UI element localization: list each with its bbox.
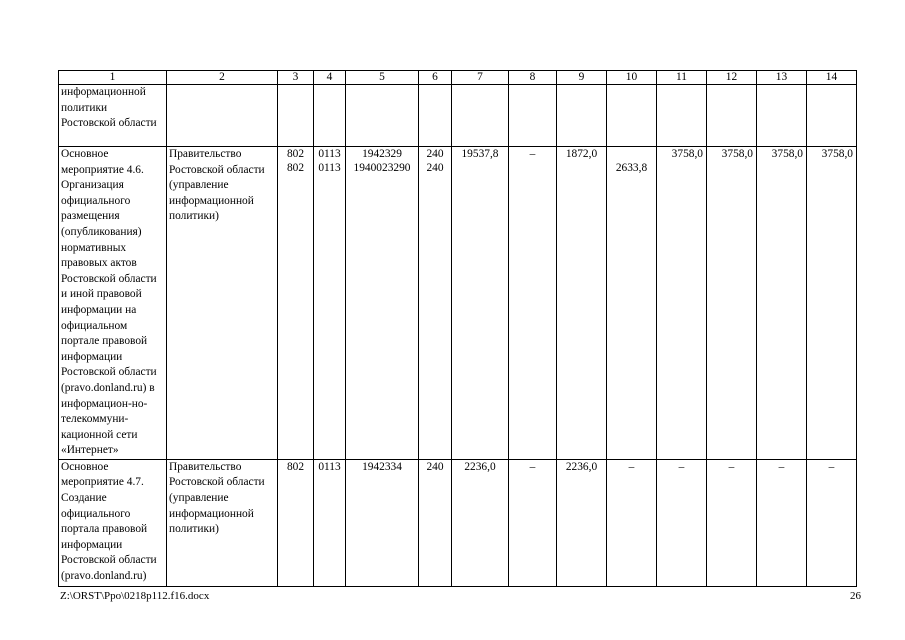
value: – — [529, 148, 536, 160]
target-code: 1942329 — [362, 148, 402, 160]
value: – — [728, 460, 735, 473]
empty-cell — [419, 85, 452, 147]
value-cell — [509, 459, 557, 586]
value: 3758,0 — [671, 148, 703, 160]
measure-name-cell: Основное мероприятие 4.6. Организация официального размещения (опубликования) нормативных правовых актов Ростовской области и иной правовой информации на официальном портале правовой информации Ростовской области (pravo.donland.ru) в информацион-но-телекоммуни-кационной сети «Интернет» — [59, 147, 167, 460]
value: 2236,0 — [565, 460, 598, 473]
value-cell — [807, 147, 857, 460]
value: 1872,0 — [565, 148, 598, 160]
section-code: 0113 — [318, 148, 341, 160]
empty-cell — [807, 85, 857, 147]
empty-cell — [657, 85, 707, 147]
value: – — [678, 460, 685, 473]
ministry-code: 802 — [286, 460, 305, 473]
value: 19537,8 — [461, 148, 499, 160]
value: – — [529, 460, 536, 473]
value: 3758,0 — [821, 148, 853, 160]
value: 2633,8 — [615, 162, 648, 174]
header-cell: 14 — [807, 71, 857, 85]
value-cell — [657, 147, 707, 460]
empty-cell — [314, 85, 346, 147]
section-code: 0113 — [318, 460, 341, 473]
ministry-code: 802 — [286, 148, 305, 160]
header-cell: 11 — [657, 71, 707, 85]
ministry-code-cell — [278, 459, 314, 586]
value: – — [628, 460, 635, 473]
section-code: 0113 — [318, 162, 341, 174]
value-cell — [557, 147, 607, 460]
value-cell — [707, 147, 757, 460]
empty-cell — [167, 85, 278, 147]
executor-cell: Правительство Ростовской области (управление информационной политики) — [167, 147, 278, 460]
section-code-cell — [314, 459, 346, 586]
empty-cell — [607, 85, 657, 147]
header-row — [59, 71, 857, 85]
value-cell — [452, 147, 509, 460]
value: 2236,0 — [464, 460, 496, 473]
ministry-code: 802 — [286, 162, 305, 174]
header-cell: 13 — [757, 71, 807, 85]
expense-type: 240 — [426, 162, 444, 174]
section-code-cell — [314, 147, 346, 460]
table-row — [59, 459, 857, 586]
value-cell — [657, 459, 707, 586]
page-number: 26 — [850, 590, 861, 602]
empty-cell — [557, 85, 607, 147]
value: – — [778, 460, 785, 473]
value-cell — [557, 459, 607, 586]
header-cell: 5 — [346, 71, 419, 85]
value-cell — [607, 459, 657, 586]
empty-cell — [757, 85, 807, 147]
header-cell: 7 — [452, 71, 509, 85]
expense-type-cell — [419, 147, 452, 460]
header-cell: 9 — [557, 71, 607, 85]
header-cell: 3 — [278, 71, 314, 85]
empty-cell — [452, 85, 509, 147]
header-cell: 6 — [419, 71, 452, 85]
header-cell: 8 — [509, 71, 557, 85]
header-cell: 4 — [314, 71, 346, 85]
empty-cell — [509, 85, 557, 147]
target-code-cell — [346, 147, 419, 460]
header-cell: 12 — [707, 71, 757, 85]
value-cell — [452, 459, 509, 586]
expense-type-cell — [419, 459, 452, 586]
empty-cell — [346, 85, 419, 147]
file-path: Z:\ORST\Ppo\0218p112.f16.docx — [60, 590, 210, 602]
header-cell: 10 — [607, 71, 657, 85]
header-cell: 1 — [59, 71, 167, 85]
target-code: 1940023290 — [353, 162, 411, 174]
value: 3758,0 — [721, 148, 753, 160]
value-cell — [707, 459, 757, 586]
table-row — [59, 147, 857, 460]
value-cell — [607, 147, 657, 460]
empty-cell — [707, 85, 757, 147]
expense-type: 240 — [426, 460, 444, 473]
empty-cell — [278, 85, 314, 147]
value-cell — [807, 459, 857, 586]
target-code: 1942334 — [362, 460, 402, 473]
value-cell — [757, 147, 807, 460]
target-code-cell — [346, 459, 419, 586]
measure-name-cell: Основное мероприятие 4.7. Создание официального портала правовой информации Ростовской области (pravo.donland.ru) — [59, 459, 167, 586]
value-cell — [757, 459, 807, 586]
value: 3758,0 — [771, 148, 803, 160]
value: – — [828, 460, 835, 473]
ministry-code-cell — [278, 147, 314, 460]
executor-cell: Правительство Ростовской области (управление информационной политики) — [167, 459, 278, 586]
value-cell — [509, 147, 557, 460]
budget-table — [58, 70, 857, 587]
measure-name-cell: информационной политики Ростовской области — [59, 85, 167, 147]
expense-type: 240 — [426, 148, 444, 160]
header-cell: 2 — [167, 71, 278, 85]
table-row — [59, 85, 857, 147]
